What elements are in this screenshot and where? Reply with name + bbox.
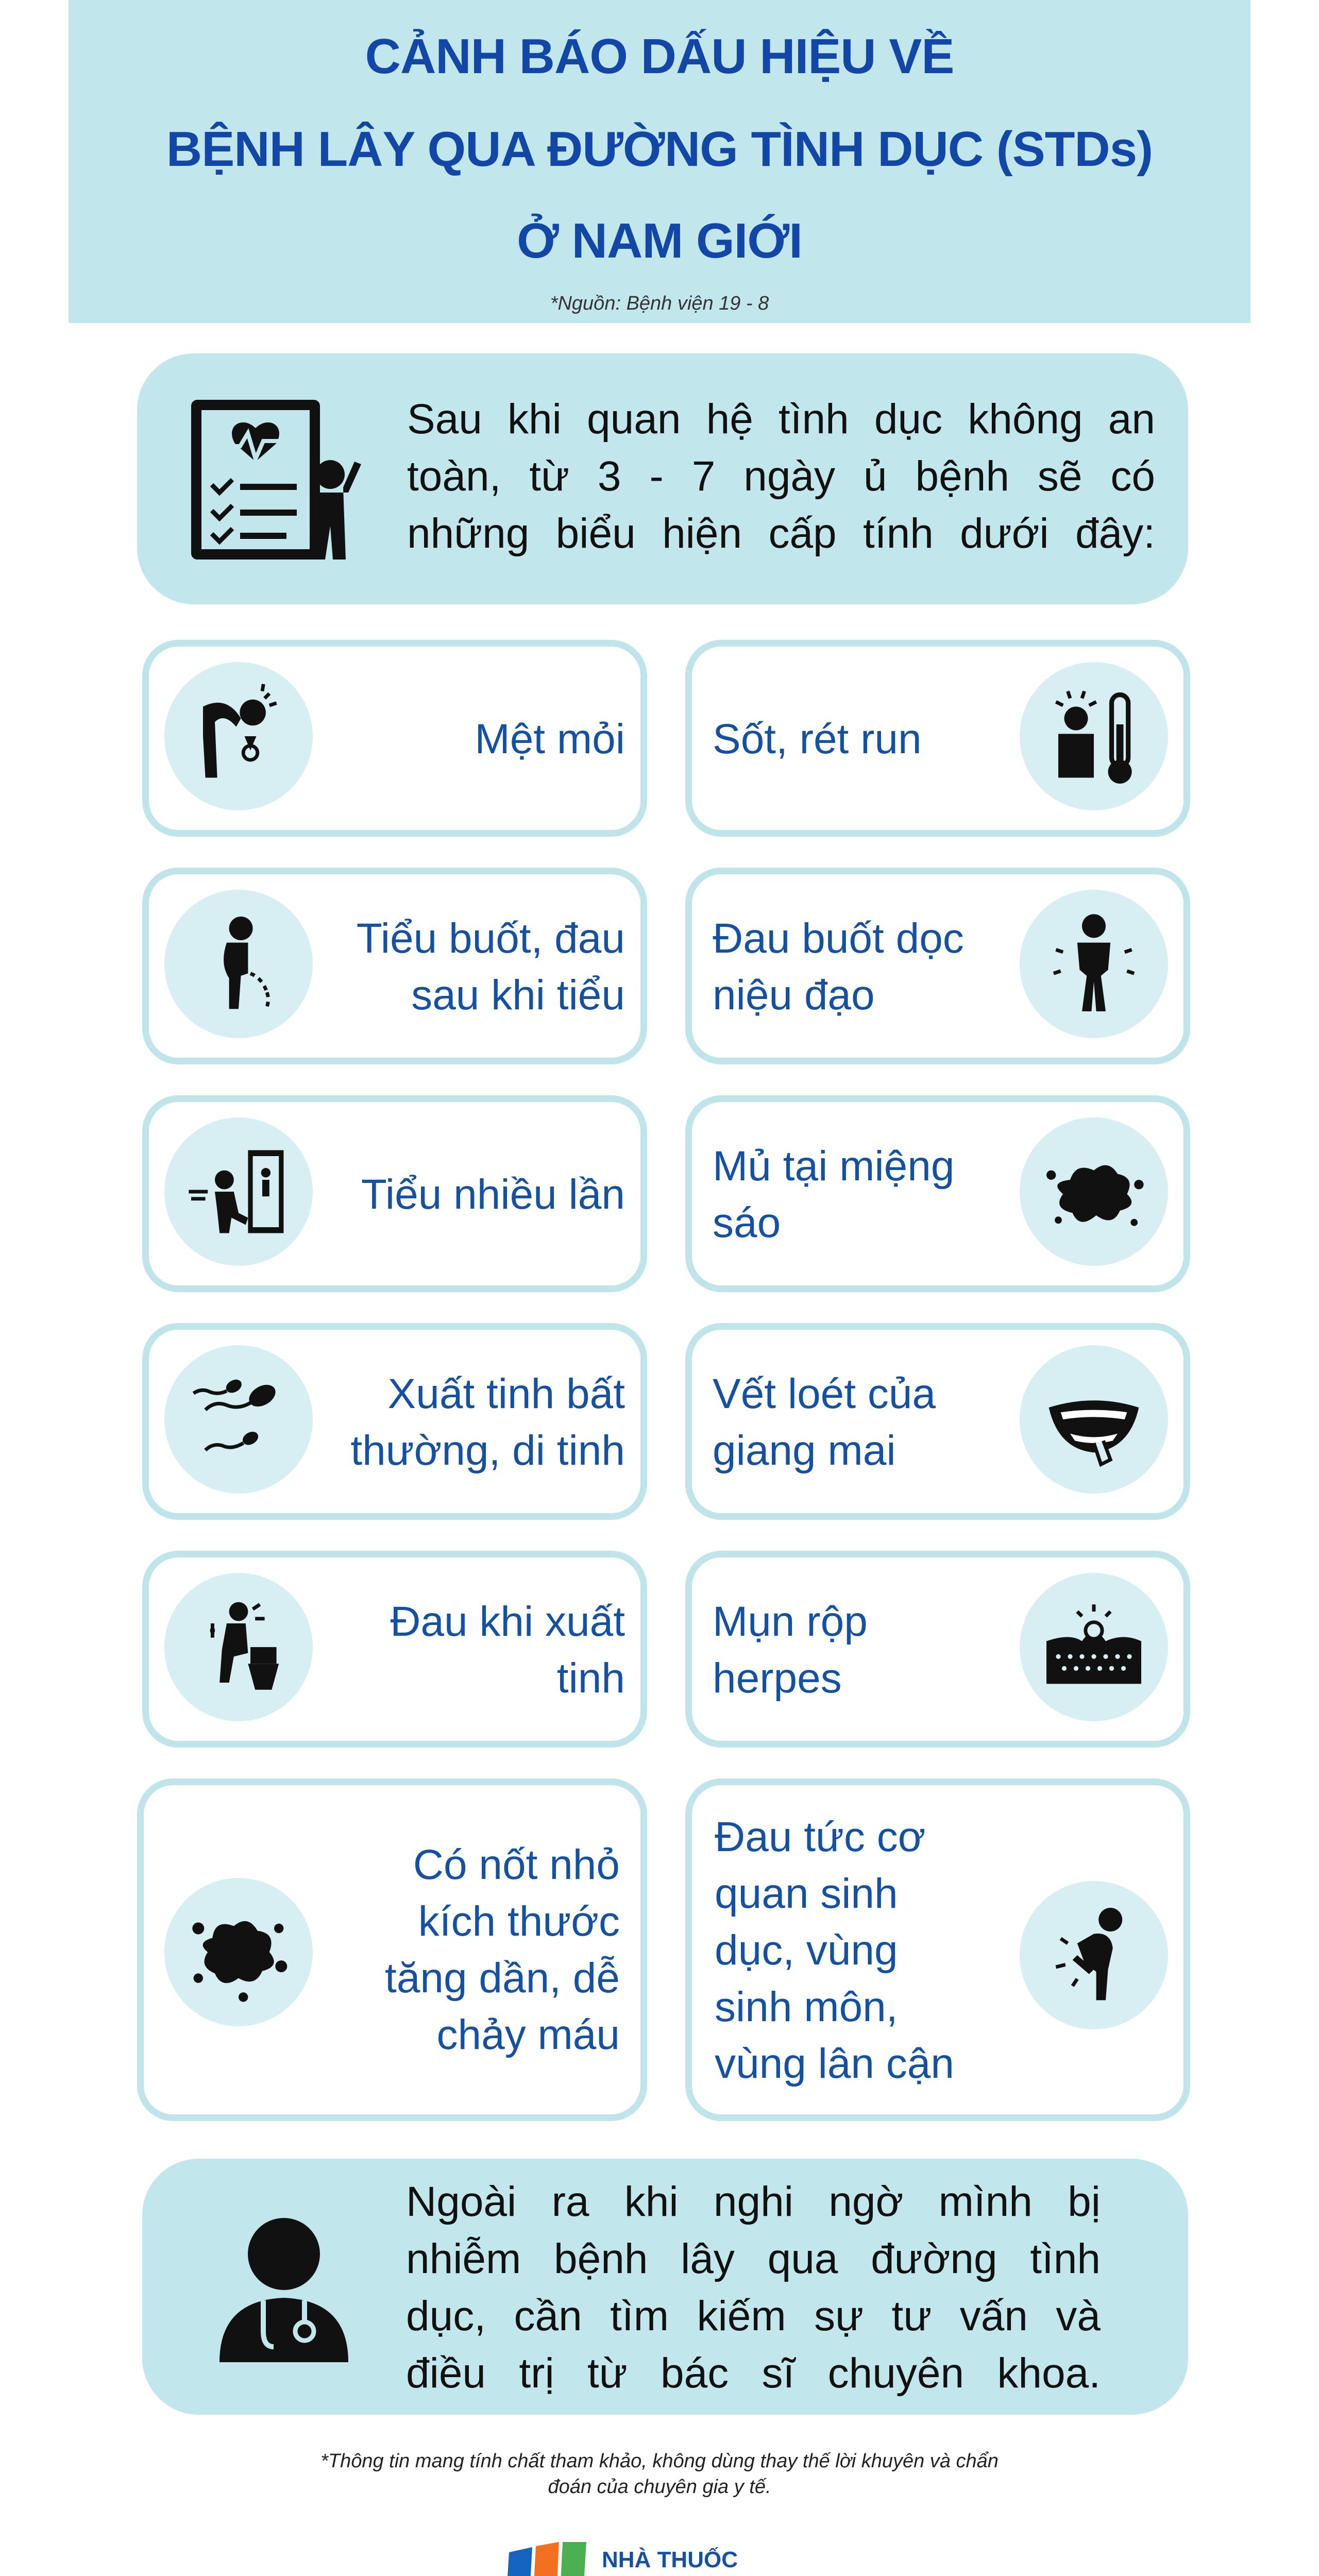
symptom-label bbox=[306, 1166, 625, 1223]
symptom-label-line: sáo bbox=[713, 1199, 781, 1246]
advice-line: Ngoài ra khi nghi ngờ mình bị bbox=[406, 2178, 1101, 2225]
symptom-label-line: sau khi tiểu bbox=[411, 972, 625, 1019]
intro-line: toàn, từ 3 - 7 ngày ủ bệnh sẽ có bbox=[407, 453, 1155, 500]
symptom-label-line: Xuất tinh bất bbox=[387, 1370, 625, 1417]
symptom-label-line: chảy máu bbox=[436, 2011, 620, 2058]
advice-box bbox=[142, 2159, 1188, 2415]
intro-box bbox=[137, 353, 1188, 604]
symptom-card-fatigue bbox=[142, 640, 647, 837]
symptom-card-frequent-urination bbox=[142, 1095, 647, 1292]
symptom-label-line: Sốt, rét run bbox=[713, 716, 922, 762]
symptom-label bbox=[311, 1837, 620, 2063]
disclaimer-line: đoán của chuyên gia y tế. bbox=[548, 2476, 771, 2498]
symptom-label bbox=[713, 1138, 1022, 1251]
symptom-label bbox=[316, 1594, 625, 1707]
doctor-icon bbox=[214, 2213, 353, 2362]
symptom-label bbox=[306, 1366, 625, 1479]
title-line-3: Ở NAM GIỚI bbox=[517, 213, 802, 268]
symptom-label-line: Tiểu nhiều lần bbox=[361, 1171, 625, 1218]
intro-text bbox=[407, 391, 1155, 562]
symptom-label-line: tinh bbox=[556, 1655, 625, 1702]
symptom-label bbox=[713, 1594, 1022, 1707]
skin-blister-icon bbox=[1020, 1573, 1168, 1721]
groin-pain-icon bbox=[1020, 1881, 1168, 2029]
symptom-label bbox=[713, 711, 1011, 768]
fpt-logo-icon bbox=[504, 2542, 591, 2576]
intro-line: những biểu hiện cấp tính dưới đây: bbox=[407, 510, 1155, 557]
title-line-1: CẢNH BÁO DẤU HIỆU VỀ bbox=[365, 29, 954, 84]
symptom-card-syphilis-ulcer bbox=[685, 1323, 1190, 1520]
mouth-ulcer-icon bbox=[1020, 1345, 1168, 1494]
symptom-label-line: Mệt mỏi bbox=[475, 716, 625, 762]
symptom-label-line: quan sinh bbox=[715, 1870, 898, 1917]
symptom-label-line: Đau tức cơ bbox=[715, 1814, 926, 1860]
symptom-label-line: Mụn rộp bbox=[713, 1598, 868, 1645]
urethral-pain-icon bbox=[1020, 890, 1168, 1038]
symptom-label-line: herpes bbox=[713, 1655, 842, 1702]
toilet-pain-icon bbox=[164, 1573, 313, 1721]
symptom-card-herpes bbox=[685, 1551, 1190, 1748]
symptom-label-line: tăng dần, dễ bbox=[385, 1955, 620, 2002]
symptom-card-painful-urination bbox=[142, 868, 647, 1064]
symptom-label bbox=[713, 1366, 1022, 1479]
title-line-2: BỆNH LÂY QUA ĐƯỜNG TÌNH DỤC (STDs) bbox=[166, 122, 1153, 177]
symptom-card-urethral-pain bbox=[685, 868, 1190, 1064]
symptom-label-line: Tiểu buốt, đau bbox=[356, 915, 625, 962]
symptom-card-painful-ejaculation bbox=[142, 1551, 647, 1748]
advice-line: điều trị từ bác sĩ chuyên khoa. bbox=[406, 2350, 1101, 2397]
symptom-card-pus bbox=[685, 1095, 1190, 1292]
fever-thermometer-icon bbox=[1020, 662, 1168, 810]
symptom-label bbox=[713, 910, 1022, 1024]
symptom-label-line: Vết loét của bbox=[713, 1370, 936, 1417]
advice-line: dục, cần tìm kiếm sự tư vấn và bbox=[406, 2293, 1101, 2340]
symptom-label-line: vùng lân cận bbox=[715, 2040, 955, 2087]
advice-line: nhiễm bệnh lây qua đường tình bbox=[406, 2235, 1101, 2282]
brand-logo bbox=[504, 2540, 844, 2576]
intro-line: Sau khi quan hệ tình dục không an bbox=[407, 396, 1155, 443]
symptom-label-line: Có nốt nhỏ bbox=[413, 1841, 620, 1888]
symptom-card-fever bbox=[685, 640, 1190, 837]
symptom-label-line: Đau buốt dọc bbox=[713, 915, 964, 962]
symptom-label-line: kích thước bbox=[418, 1898, 620, 1945]
symptom-label-line: Mủ tại miệng bbox=[713, 1143, 955, 1190]
frequent-urination-icon bbox=[164, 1117, 313, 1266]
symptom-label-line: giang mai bbox=[713, 1427, 896, 1474]
symptom-label-line: sinh môn, bbox=[715, 1984, 898, 2030]
symptom-label bbox=[336, 711, 625, 768]
fatigue-icon bbox=[164, 662, 313, 810]
pus-splat-icon bbox=[1020, 1117, 1168, 1266]
symptom-label bbox=[316, 910, 625, 1024]
source-note: *Nguồn: Bệnh viện 19 - 8 bbox=[550, 293, 769, 314]
brand-name-small: NHÀ THUỐC bbox=[602, 2547, 738, 2572]
symptom-label-line: niệu đạo bbox=[713, 972, 875, 1019]
symptom-card-growing-lesions bbox=[137, 1778, 647, 2121]
painful-urination-icon bbox=[164, 890, 313, 1038]
disclaimer bbox=[155, 2448, 1164, 2500]
symptom-card-abnormal-ejaculation bbox=[142, 1323, 647, 1520]
medical-report-icon bbox=[189, 397, 364, 562]
symptom-label bbox=[715, 1809, 1034, 2092]
symptom-label-line: Đau khi xuất bbox=[390, 1598, 625, 1645]
symptom-label-line: dục, vùng bbox=[715, 1927, 898, 1974]
header-banner bbox=[69, 0, 1250, 323]
symptom-label-line: thường, di tinh bbox=[350, 1427, 625, 1474]
symptom-card-genital-pain bbox=[685, 1778, 1190, 2121]
disclaimer-line: *Thông tin mang tính chất tham khảo, không dùng thay thế lời khuyên và chẩn bbox=[320, 2450, 999, 2472]
sperm-icon bbox=[164, 1345, 313, 1494]
lesion-icon bbox=[164, 1878, 313, 2026]
advice-text bbox=[406, 2173, 1101, 2402]
